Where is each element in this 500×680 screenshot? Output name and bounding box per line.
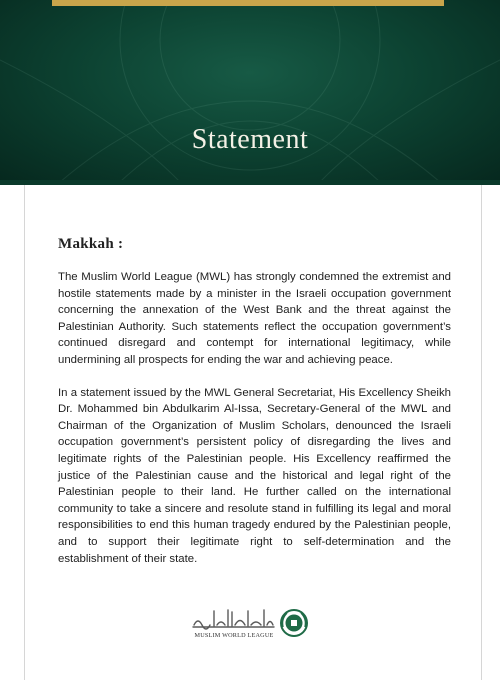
mwl-emblem-icon [279,607,309,639]
gold-top-bar [52,0,444,6]
arabic-calligraphy-logo [190,607,276,631]
paragraph-2: In a statement issued by the MWL General Secretariat, His Excellency Sheikh Dr. Mohammed bin Abdulkarim Al-Issa, Secretary-General of the MWL and Chairman of the Organization of Muslim Scholars, denounced the Israeli occupation government’s persistent policy of disregarding the lives and legitimate rights of the Palestinian people. His Excellency reaffirmed the justice of the Palestinian cause and the historical and legal right of the Palestinian people to their land. He further called on the international community to take a sincere and resolute stand in fulfilling its legal and moral responsibilities to end this human tragedy endured by the Palestinian people, and to support their legitimate right to self-determination and the establishment of their state. [58,386,451,565]
right-border-line [481,185,482,680]
logo-text: MUSLIM WORLD LEAGUE [194,632,274,639]
article-body [58,236,451,583]
header-banner [0,0,500,182]
header-divider [0,180,500,185]
page-title: Statement [191,124,309,155]
mwl-logo [190,607,312,643]
paragraph-1: The Muslim World League (MWL) has strongly condemned the extremist and hostile statements made by a minister in the Israeli occupation government concerning the annexation of the West Bank and the threat against the Palestinian Authority. Such statements reflect the occupation government’s continued disregard and contempt for international legitimacy, while undermining all prospects for ending the war and achieving peace. [58,271,451,366]
left-border-line [24,185,25,680]
dateline: Makkah : [58,236,124,252]
